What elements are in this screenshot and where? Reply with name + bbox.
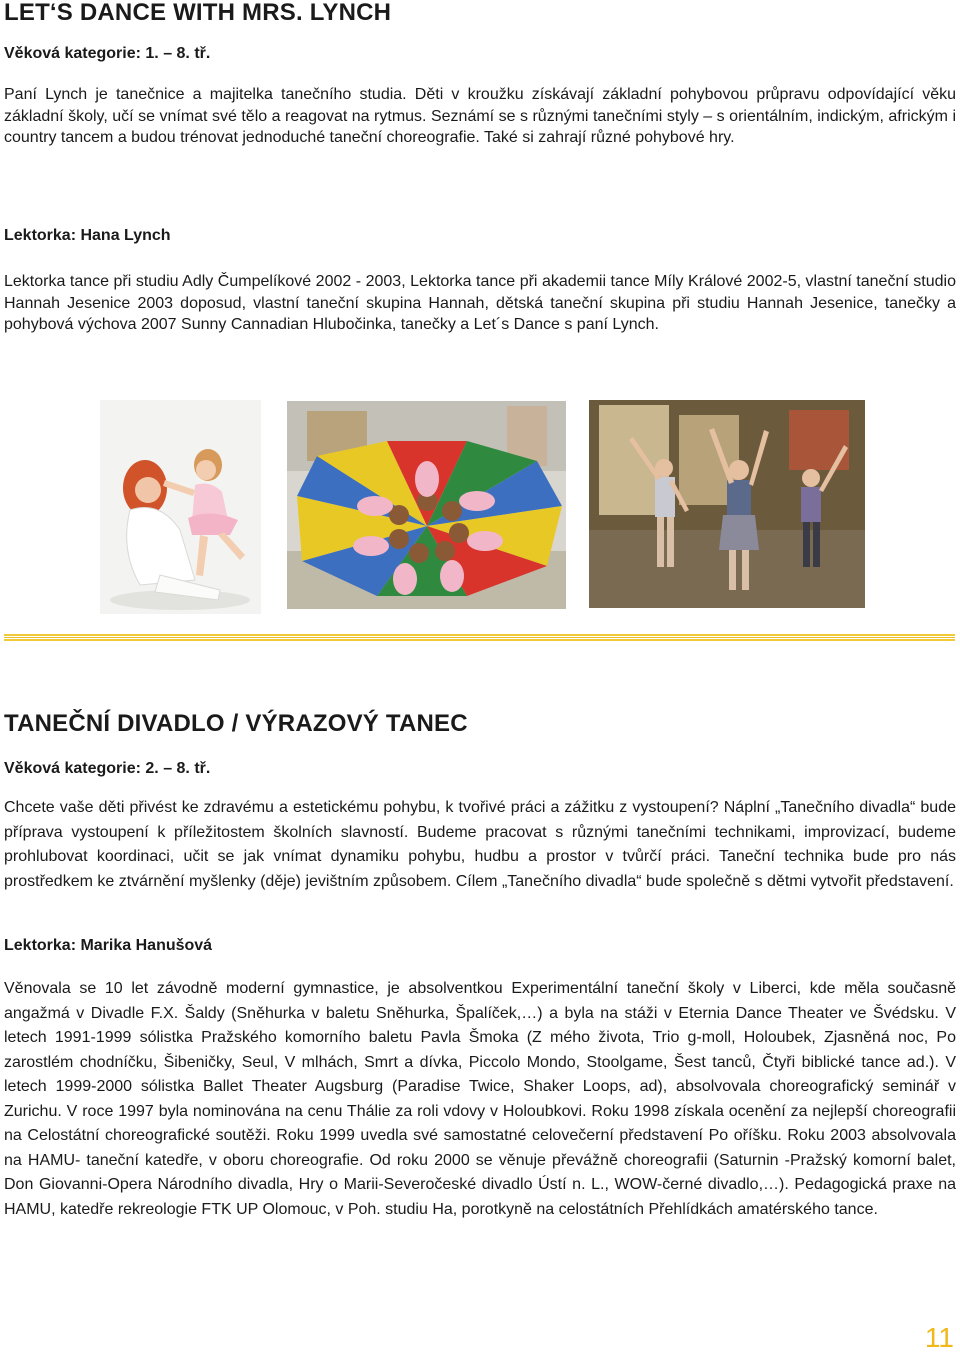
- section1-age-category: Věková kategorie: 1. – 8. tř.: [4, 45, 211, 62]
- photo-teacher-with-child-image: [100, 400, 261, 614]
- section1-lector-bio: Lektorka tance při studiu Adly Čumpelíkové 2002 - 2003, Lektorka tance při akademii tance Míly Králové 2002-5, vlastní taneční studio Hannah Jesenice 2003 doposud, vlastní taneční skupina Hannah, dětská taneční skupina při studiu Hannah Jesenice, tanečky a pohybová výchova 2007 Sunny Cannadian Hlubočinka, tanečky a Let´s Dance s paní Lynch.: [4, 273, 956, 333]
- photo-teacher-with-child: [100, 400, 261, 614]
- section2-lector-heading: Lektorka: Marika Hanušová: [4, 937, 213, 954]
- section1-lector-heading: Lektorka: Hana Lynch: [4, 227, 171, 244]
- photo-children-on-parachute: [287, 401, 566, 609]
- divider-line-top: [4, 634, 955, 636]
- section2-age-category: Věková kategorie: 2. – 8. tř.: [4, 760, 211, 777]
- page-number: 11: [924, 1322, 954, 1353]
- section-divider: [4, 634, 955, 642]
- section2-lector-bio: Věnovala se 10 let závodně moderní gymnastice, je absolventkou Experimentální taneční školy v Liberci, kde měla současně angažmá v Divadle F.X. Šaldy (Sněhurka v baletu Sněhurka, Špalíček,…) a byla na stáži v Eternia Dance Theater ve Švédsku. V letech 1991-1999 sólistka Pražského komorního baletu Pavla Šmoka (Z mého života, Trio g-moll, Holoubek, Zjasněná noc, Po zarostlém chodníčku, Šibeničky, Seul, V mlhách, Smrt a dívka, Piccolo Mondo, Stoolgame, Šest tanců, Čtyři biblické tance ad.). V letech 1999-2000 sólistka Ballet Theater Augsburg (Paradise Twice, Shaker Loops, ad), absolvovala choreografický seminář v Zurichu. V roce 1997 byla nominována na cenu Thálie za roli vdovy v Holoubkovi. Roku 1998 získala ocenění za nejlepší choreografii na Celostátní choreografické soutěži. Roku 1999 uvedla své samostatné celovečerní představení Po oříšku. Roku 2003 absolvovala na HAMU- taneční katedře, v oboru choreografie. Od roku 2000 se věnuje převážně choreografii (Saturnin -Pražský komorní balet, Don Giovanni-Opera Národního divadla, Hry o Marii-Severočeské divadlo Ústí n. L., WOW-černé divadlo,…). Pedagogická praxe na HAMU, katedře rekreologie FTK UP Olomouc, v Poh. studiu Ha, porotkyně na celostátních Přehlídkách amatérského tance.: [4, 980, 956, 1218]
- divider-line-middle: [4, 637, 955, 638]
- photo-children-on-parachute-image: [287, 401, 566, 609]
- section2-description: Chcete vaše děti přivést ke zdravému a estetickému pohybu, k tvořivé práci a zážitku z vystoupení? Náplní „Tanečního divadla“ bude příprava vystoupení k příležitostem školních slavností. Budeme pracovat s různými tanečními technikami, improvizací, budeme prohlubovat koordinaci, učit se jak vnímat dynamiku pohybu, hudbu a prostor v tvůrčí práci. Taneční technika bude pro nás prostředkem ke ztvárnění myšlenky (děje) jevištním způsobem. Cílem „Tanečního divadla“ bude společně s dětmi vytvořit představení.: [4, 799, 956, 890]
- section1-description: Paní Lynch je tanečnice a majitelka tanečního studia. Děti v kroužku získávají základní pohybovou průpravu odpovídající věku základní školy, učí se vnímat své tělo a reagovat na rytmus. Seznámí se s různými tanečními styly – s orientálním, indickým, africkým i country tancem a budou trénovat jednoduché taneční choreografie. Také si zahrají různé pohybové hry.: [4, 86, 956, 146]
- section1-title: LET‘S DANCE WITH MRS. LYNCH: [4, 0, 392, 26]
- section2-title: TANEČNÍ DIVADLO / VÝRAZOVÝ TANEC: [4, 710, 468, 737]
- photo-girls-dancing: [589, 400, 865, 608]
- divider-line-bottom: [4, 639, 955, 641]
- photo-girls-dancing-image: [589, 400, 865, 608]
